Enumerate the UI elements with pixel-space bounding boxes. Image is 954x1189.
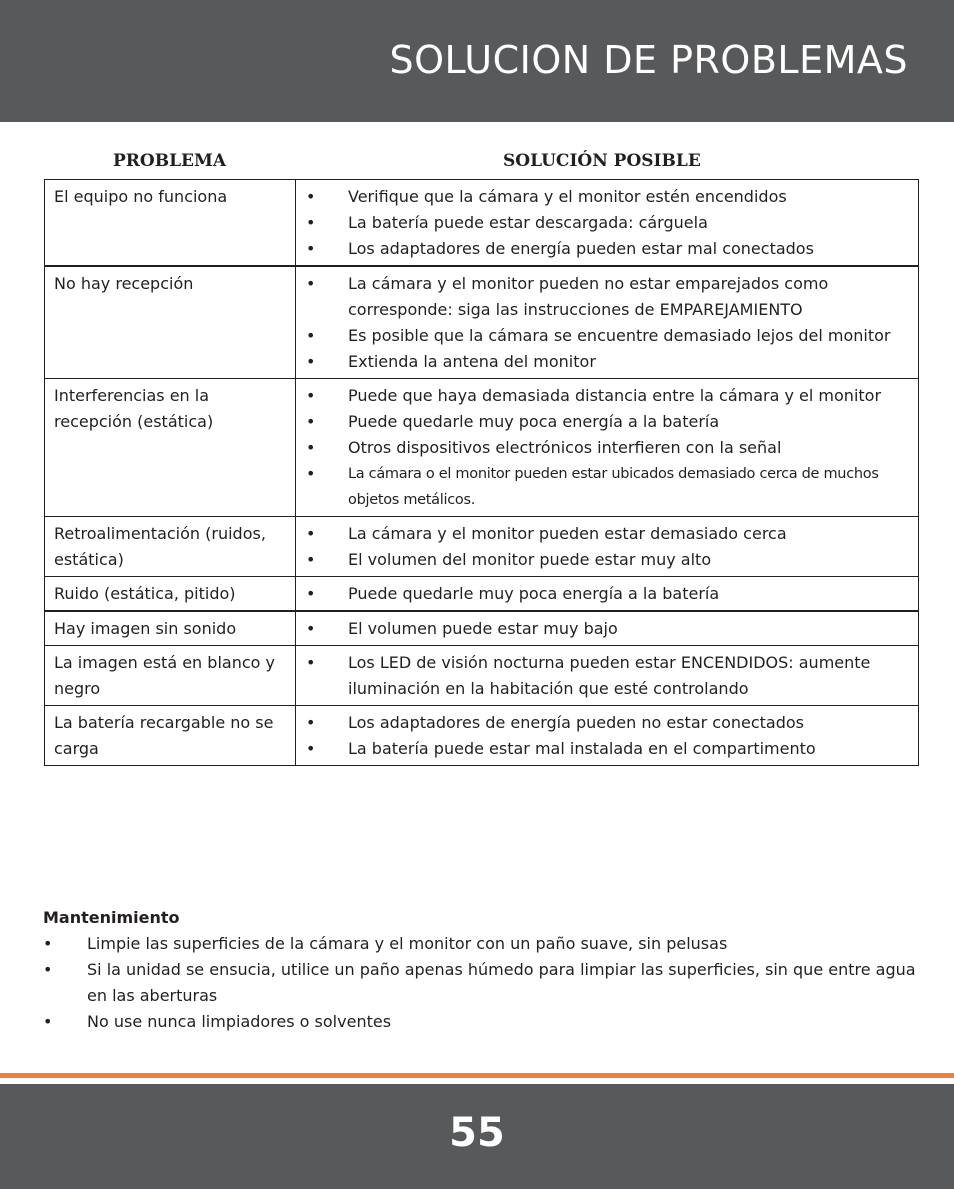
solution-cell [296, 611, 919, 646]
solution-item: • La cámara y el monitor pueden no estar emparejados como corresponde: siga las instrucciones de EMPAREJAMIENTO [296, 271, 912, 323]
solution-list [296, 581, 912, 607]
solution-list [296, 616, 912, 642]
problem-cell: No hay recepción [45, 266, 296, 379]
solution-list [296, 383, 912, 513]
page-footer [0, 1084, 954, 1189]
table-row [45, 517, 919, 577]
table-row [45, 646, 919, 706]
solution-cell [296, 577, 919, 612]
solution-item: • Puede que haya demasiada distancia entre la cámara y el monitor [296, 383, 912, 409]
solution-item: • Verifique que la cámara y el monitor estén encendidos [296, 184, 912, 210]
solution-item: • El volumen del monitor puede estar muy alto [296, 547, 912, 573]
solution-cell [296, 180, 919, 267]
maintenance-list [43, 931, 923, 1035]
page-header [0, 0, 954, 122]
table-row [45, 266, 919, 379]
solution-list [296, 521, 912, 573]
solution-item: • El volumen puede estar muy bajo [296, 616, 912, 642]
problem-cell: La imagen está en blanco y negro [45, 646, 296, 706]
page-number: 55 [449, 1110, 505, 1156]
problem-cell: El equipo no funciona [45, 180, 296, 267]
solution-item: • Extienda la antena del monitor [296, 349, 912, 375]
solution-list [296, 271, 912, 375]
solution-cell [296, 379, 919, 517]
solution-list [296, 710, 912, 762]
solution-list [296, 184, 912, 262]
table-row [45, 379, 919, 517]
table-row [45, 706, 919, 766]
page-title: SOLUCION DE PROBLEMAS [389, 38, 908, 82]
table-row [45, 180, 919, 267]
solution-item: • Otros dispositivos electrónicos interfieren con la señal [296, 435, 912, 461]
problem-cell: Retroalimentación (ruidos, estática) [45, 517, 296, 577]
table-column-headers [0, 151, 954, 175]
maintenance-item: • Si la unidad se ensucia, utilice un paño apenas húmedo para limpiar las superficies, sin que entre agua en las aberturas [43, 957, 923, 1009]
solution-item: • Los LED de visión nocturna pueden estar ENCENDIDOS: aumente iluminación en la habitación que esté controlando [296, 650, 912, 702]
solution-item: • Los adaptadores de energía pueden estar mal conectados [296, 236, 912, 262]
footer-accent-line [0, 1073, 954, 1078]
solution-item: • Puede quedarle muy poca energía a la batería [296, 581, 912, 607]
solution-item: • La batería puede estar descargada: cárguela [296, 210, 912, 236]
solution-item: • La cámara o el monitor pueden estar ubicados demasiado cerca de muchos objetos metálicos. [296, 461, 912, 513]
column-header-solution: SOLUCIÓN POSIBLE [503, 151, 701, 171]
solution-item: • Puede quedarle muy poca energía a la batería [296, 409, 912, 435]
maintenance-item: • Limpie las superficies de la cámara y el monitor con un paño suave, sin pelusas [43, 931, 923, 957]
problem-cell: Interferencias en la recepción (estática) [45, 379, 296, 517]
solution-item: • Los adaptadores de energía pueden no estar conectados [296, 710, 912, 736]
solution-cell [296, 517, 919, 577]
solution-item: • Es posible que la cámara se encuentre demasiado lejos del monitor [296, 323, 912, 349]
problem-cell: Ruido (estática, pitido) [45, 577, 296, 612]
problem-cell: Hay imagen sin sonido [45, 611, 296, 646]
solution-cell [296, 706, 919, 766]
solution-cell [296, 266, 919, 379]
table-row [45, 611, 919, 646]
solution-cell [296, 646, 919, 706]
solution-item: • La batería puede estar mal instalada en el compartimento [296, 736, 912, 762]
problem-cell: La batería recargable no se carga [45, 706, 296, 766]
maintenance-title: Mantenimiento [43, 908, 180, 927]
column-header-problem: PROBLEMA [113, 151, 227, 171]
maintenance-section [43, 905, 923, 1035]
solution-item: • La cámara y el monitor pueden estar demasiado cerca [296, 521, 912, 547]
maintenance-item: • No use nunca limpiadores o solventes [43, 1009, 923, 1035]
table-row [45, 577, 919, 612]
troubleshooting-table [44, 179, 919, 766]
solution-list [296, 650, 912, 702]
